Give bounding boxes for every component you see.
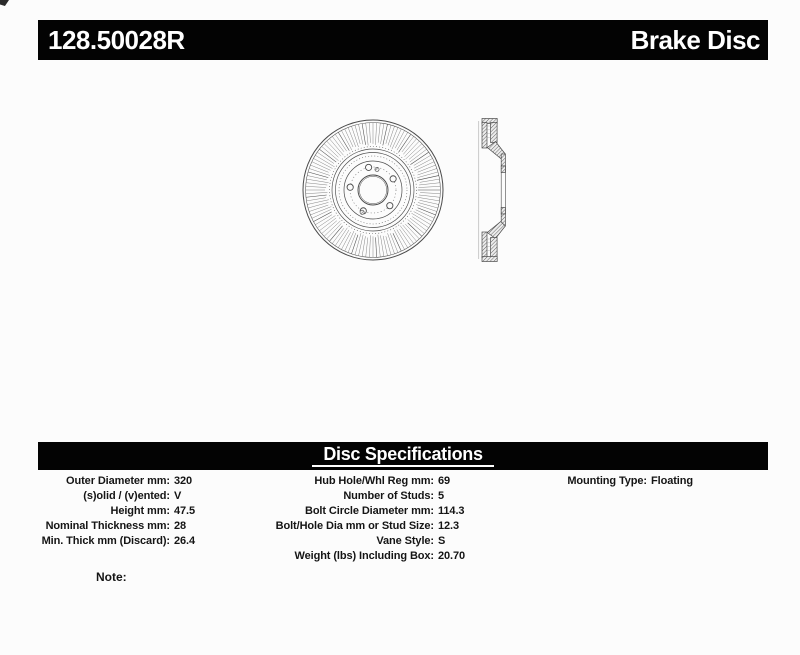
spec-label: Height mm:	[110, 505, 170, 517]
stud-hole	[390, 176, 396, 182]
spec-row	[290, 549, 540, 564]
spec-value: 28	[174, 520, 187, 532]
brake-disc-technical-drawing	[280, 85, 540, 285]
spec-label: Min. Thick mm (Discard):	[41, 535, 170, 547]
spec-label: (s)olid / (v)ented:	[83, 490, 170, 502]
spec-value: 114.3	[438, 505, 465, 517]
spec-row	[290, 534, 540, 549]
spec-label: Outer Diameter mm:	[66, 475, 170, 487]
spec-value: 5	[438, 490, 445, 502]
spec-value: 320	[174, 475, 193, 487]
header-bar	[38, 20, 768, 60]
disc-front-view	[303, 120, 443, 260]
spec-row	[38, 474, 290, 489]
spec-value: 47.5	[174, 505, 196, 517]
spec-label: Bolt Circle Diameter mm:	[304, 505, 434, 517]
spec-row	[290, 504, 540, 519]
spec-value: 20.70	[438, 550, 466, 562]
spec-label: Number of Studs:	[343, 490, 434, 502]
spec-label: Vane Style:	[376, 535, 434, 547]
part-number: 128.50028R	[48, 24, 185, 55]
stud-hole	[347, 184, 353, 190]
spec-row	[275, 519, 540, 534]
spec-row	[290, 489, 540, 504]
spec-value: V	[174, 490, 182, 502]
spec-value: 12.3	[438, 520, 460, 532]
marker-hole	[360, 210, 364, 214]
page-title: Brake Disc	[630, 24, 760, 55]
spec-value: 69	[438, 475, 451, 487]
spec-row	[38, 504, 290, 519]
spec-label: Weight (lbs) Including Box:	[294, 550, 434, 562]
spec-label: Nominal Thickness mm:	[45, 520, 170, 532]
spec-label: Bolt/Hole Dia mm or Stud Size:	[275, 520, 434, 532]
spec-column	[38, 474, 290, 549]
spec-column	[540, 474, 768, 489]
spec-row	[540, 474, 768, 489]
spec-value: 26.4	[174, 535, 196, 547]
spec-label: Hub Hole/Whl Reg mm:	[314, 475, 434, 487]
stud-hole	[387, 203, 393, 209]
spec-section-title: Disc Specifications	[312, 445, 493, 467]
spec-row	[38, 534, 290, 549]
note-label: Note:	[96, 570, 127, 584]
spec-value: S	[438, 535, 446, 547]
spec-label: Mounting Type:	[567, 475, 647, 487]
spec-row	[38, 519, 290, 534]
marker-hole	[375, 167, 379, 171]
spec-value: Floating	[651, 475, 693, 487]
spec-column	[275, 474, 540, 564]
disc-cross-section-view	[479, 119, 506, 262]
spec-section-header	[38, 442, 768, 470]
stud-hole	[366, 164, 372, 170]
spec-row	[290, 474, 540, 489]
scan-artifact	[0, 0, 9, 6]
spec-row	[38, 489, 290, 504]
